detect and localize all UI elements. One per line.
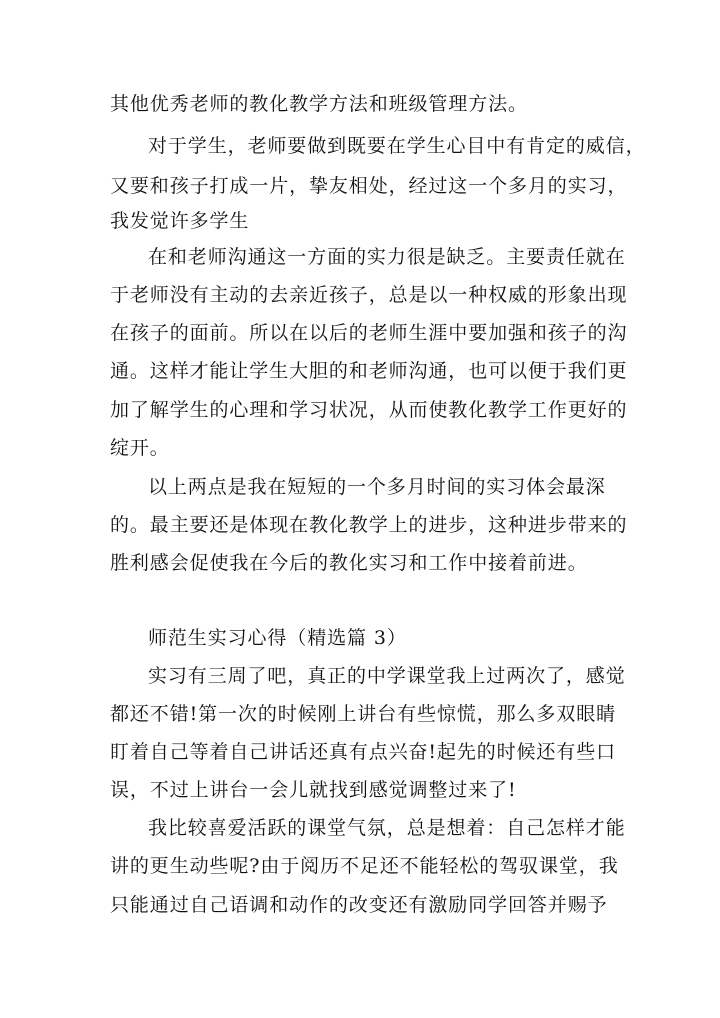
paragraph-line: 以上两点是我在短短的一个多月时间的实习体会最深 xyxy=(148,476,606,498)
section-heading: 师范生实习心得（精选篇 3） xyxy=(148,627,407,649)
paragraph-line: 都还不错!第一次的时候刚上讲台有些惊慌，那么多双眼睛 xyxy=(110,703,617,725)
paragraph-line: 于老师没有主动的去亲近孩子，总是以一种权威的形象出现 xyxy=(110,284,628,306)
paragraph-line: 在和老师沟通这一方面的实力很是缺乏。主要责任就在 xyxy=(148,246,626,268)
paragraph-line: 胜利感会促使我在今后的教化实习和工作中接着前进。 xyxy=(110,552,588,574)
paragraph-line: 只能通过自己语调和动作的改变还有激励同学回答并赐予 xyxy=(110,894,608,916)
paragraph-line: 实习有三周了吧，真正的中学课堂我上过两次了，感觉 xyxy=(148,665,626,687)
paragraph-line: 讲的更生动些呢?由于阅历不足还不能轻松的驾驭课堂，我 xyxy=(110,855,619,877)
paragraph-line: 绽开。 xyxy=(110,437,170,459)
paragraph-line: 我比较喜爱活跃的课堂气氛，总是想着：自己怎样才能 xyxy=(148,817,626,839)
paragraph-line: 又要和孩子打成一片，挚友相处，经过这一个多月的实习， xyxy=(110,175,628,197)
paragraph-line: 我发觉许多学生 xyxy=(110,210,250,232)
paragraph-line: 对于学生，老师要做到既要在学生心目中有肯定的威信， xyxy=(148,135,646,157)
paragraph-line: 通。这样才能让学生大胆的和老师沟通，也可以便于我们更 xyxy=(110,360,628,382)
paragraph-line: 盯着自己等着自己讲话还真有点兴奋!起先的时候还有些口 xyxy=(110,741,617,763)
paragraph-line: 误，不过上讲台一会儿就找到感觉调整过来了! xyxy=(110,779,517,801)
paragraph-line: 在孩子的面前。所以在以后的老师生涯中要加强和孩子的沟 xyxy=(110,322,628,344)
paragraph-line: 的。最主要还是体现在教化教学上的进步，这种进步带来的 xyxy=(110,514,628,536)
paragraph-line: 加了解学生的心理和学习状况，从而使教化教学工作更好的 xyxy=(110,399,628,421)
paragraph-line: 其他优秀老师的教化教学方法和班级管理方法。 xyxy=(110,93,528,115)
